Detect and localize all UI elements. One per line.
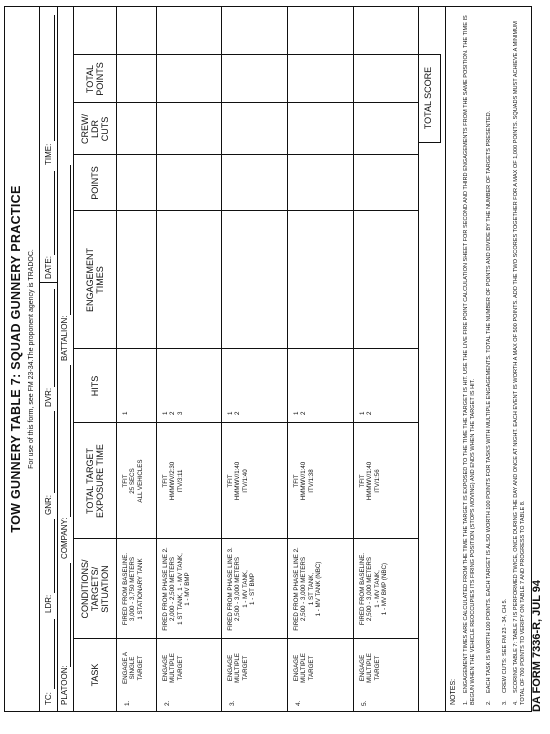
row-exposure-time: TFIT 25 SECS ALL VEHICLES: [122, 459, 144, 503]
header-task: TASK: [89, 663, 100, 687]
dvr-field[interactable]: [54, 289, 55, 387]
row-hits: 1 2: [293, 411, 308, 415]
note-item: 4.SCORING TABLE 7: TABLE 7 IS PERFORMED TWICE, ONCE DURING THE DAY AND ONCE AT NIGHT. EACH EVENT IS WORTH A MAX OF 500 POINTS. ADD THE TWO SCORES TOGETHER FOR A MAX OF 1,000 POINTS. SQUADS MUST ACHIEVE A MINIMUM TOTAL OF 700 POINTS TO VERIFY ON TABLE 7 AND PROGRESS TO TABLE 8.: [513, 21, 526, 705]
col-line: [73, 102, 418, 103]
total-score-label: TOTAL SCORE: [423, 66, 433, 130]
header-exposure-time: TOTAL TARGET EXPOSURE TIME: [84, 444, 105, 518]
row-conditions: FIRED FROM BASELINE. 3,000 - 3,750 METERS 1 STATIONARY TANK: [122, 552, 144, 626]
gnr-field[interactable]: [54, 411, 55, 493]
form-id: DA FORM 7336-R, JUL 94: [531, 579, 543, 712]
row-number: 1.: [124, 700, 131, 706]
row-conditions: FIRED FROM PHASE LINE 3. 2,500 - 3,000 METERS 1 - MV TANK, 1 - ST BMP: [227, 547, 256, 631]
row-line: [353, 7, 354, 711]
scoresheet-form: [4, 6, 543, 712]
header-points: POINTS: [89, 166, 100, 200]
row-exposure-time: TFIT HMMWV/1:40 ITV/1:40: [227, 461, 249, 501]
total-score-box: [440, 55, 441, 143]
battalion-label: BATTALION:: [60, 315, 69, 361]
row-exposure-time: TFIT HMMWV/2:30 ITV/3:11: [162, 461, 184, 501]
rule: [39, 7, 40, 711]
note-text: ENGAGEMENT TIMES ARE CALCULATED FROM THE TIME THE TARGET IS EXPOSED TO THE TIME THE TARGET IS HIT. USE THE LIVE FIRE POINT CALCULATION SHEET FOR SECOND AND THIRD ENGAGEMENTS FROM THE SAME POSITION. THE TIME IS BEGUN WHEN THE VEHICLE REOCCUPIES ITS FIRING POSITION (STOPS MOVING) AND ENDS WHEN THE TARGET IS HIT.: [463, 15, 476, 705]
row-line: [116, 7, 117, 711]
header-conditions: CONDITIONS/ TARGETS/ SITUATION: [79, 559, 110, 619]
header-engagement-times: ENGAGEMENT TIMES: [84, 248, 105, 313]
company-field[interactable]: [70, 365, 71, 517]
form-title: TOW GUNNERY TABLE 7: SQUAD GUNNERY PRACTICE: [9, 185, 23, 533]
row-line: [287, 7, 288, 711]
total-score-box: [418, 142, 441, 143]
notes-title: NOTES:: [450, 678, 457, 705]
ldr-field[interactable]: [54, 519, 55, 593]
divider: [39, 282, 57, 283]
row-hits: 1 2 3: [162, 411, 184, 415]
time-label: TIME:: [44, 143, 53, 165]
row-hits: 1: [122, 411, 129, 415]
form-frame: [4, 6, 532, 712]
tc-label: TC:: [44, 692, 53, 705]
header-crew-cuts: CREW/ LDR CUTS: [79, 114, 110, 144]
col-line: [73, 210, 418, 211]
gnr-label: GNR:: [44, 495, 53, 515]
rule: [445, 7, 446, 711]
col-line: [73, 422, 418, 423]
row-hits: 1 2: [227, 411, 242, 415]
col-line: [73, 154, 418, 155]
col-line: [73, 538, 418, 539]
note-item: 1.ENGAGEMENT TIMES ARE CALCULATED FROM THE TIME THE TARGET IS EXPOSED TO THE TIME THE TARGET IS HIT. USE THE LIVE FIRE POINT CALCULATION SHEET FOR SECOND AND THIRD ENGAGEMENTS FROM THE SAME POSITION. THE TIME IS BEGUN WHEN THE VEHICLE REOCCUPIES ITS FIRING POSITION (STOPS MOVING) AND ENDS WHEN THE TARGET IS HIT.: [463, 15, 476, 705]
col-line: [73, 348, 418, 349]
header-total-points: TOTAL POINTS: [84, 62, 105, 96]
rule: [57, 7, 58, 711]
note-item: 3.CREW CUTS: SEE FM 23 - 34, CH 5.: [502, 598, 508, 705]
row-task: ENGAGE MULTIPLE TARGET: [162, 653, 184, 683]
platoon-field[interactable]: [70, 563, 71, 667]
row-task: ENGAGE MULTIPLE TARGET: [359, 653, 381, 683]
row-line: [156, 7, 157, 711]
platoon-label: PLATOON:: [60, 665, 69, 705]
row-task: ENGAGE MULTIPLE TARGET: [293, 653, 315, 683]
date-label: DATE:: [44, 256, 53, 279]
row-conditions: FIRED FROM BASELINE. 2,500 - 3,000 METERS 1 - MV TANK, 1 - MV BMP (NBC): [359, 552, 388, 626]
row-number: 5.: [361, 700, 368, 706]
row-number: 3.: [229, 700, 236, 706]
row-conditions: FIRED FROM PHASE LINE 2. 2,500 - 3,000 METERS 1 ST TANK, 1 - MV TANK (NBC): [293, 547, 322, 631]
dvr-label: DVR:: [44, 387, 53, 407]
header-hits: HITS: [89, 375, 100, 397]
row-exposure-time: TFIT HMMWV/1:40 ITV/1:38: [293, 461, 315, 501]
note-text: SCORING TABLE 7: TABLE 7 IS PERFORMED TWICE, ONCE DURING THE DAY AND ONCE AT NIGHT. EACH EVENT IS WORTH A MAX OF 500 POINTS. ADD THE TWO SCORES TOGETHER FOR A MAX OF 1,000 POINTS. SQUADS MUST ACHIEVE A MINIMUM TOTAL OF 700 POINTS TO VERIFY ON TABLE 7 AND PROGRESS TO TABLE 8.: [513, 21, 526, 705]
row-task: ENGAGE A SINGLE TARGET: [122, 652, 144, 684]
note-text: EACH TASK IS WORTH 100 POINTS. EACH TARGET IS ALSO WORTH 100 POINTS FOR TASKS WITH MULTIPLE ENGAGEMENTS. TOTAL THE NUMBER OF POINTS AND DIVIDE BY THE NUMBER OF TARGETS PRESENTED.: [486, 110, 492, 693]
company-label: COMPANY:: [60, 517, 69, 559]
note-text: CREW CUTS: SEE FM 23 - 34, CH 5.: [502, 598, 508, 693]
date-field[interactable]: [54, 171, 55, 255]
row-hits: 1 2: [359, 411, 374, 415]
row-number: 4.: [295, 700, 302, 706]
row-task: ENGAGE MULTIPLE TARGET: [227, 653, 249, 683]
row-exposure-time: TFIT HMMWV/1:40 ITV/1:56: [359, 461, 381, 501]
tc-field[interactable]: [54, 619, 55, 689]
ldr-label: LDR:: [44, 594, 53, 613]
note-item: 2.EACH TASK IS WORTH 100 POINTS. EACH TARGET IS ALSO WORTH 100 POINTS FOR TASKS WITH MULTIPLE ENGAGEMENTS. TOTAL THE NUMBER OF POINTS AND DIVIDE BY THE NUMBER OF TARGETS PRESENTED.: [486, 110, 492, 705]
row-line: [418, 7, 419, 711]
form-subtitle: For use of this form, see FM 23-34.The proponent agency is TRADOC.: [28, 249, 35, 469]
row-conditions: FIRED FROM PHASE LINE 2. 2,000 - 2,500 METERS 1 ST TANK, 1 - MV TANK, 1 - MV BMP: [162, 547, 191, 631]
row-line: [221, 7, 222, 711]
col-line: [73, 54, 441, 55]
time-field[interactable]: [54, 15, 55, 141]
battalion-field[interactable]: [70, 165, 71, 315]
row-number: 2.: [164, 700, 171, 706]
